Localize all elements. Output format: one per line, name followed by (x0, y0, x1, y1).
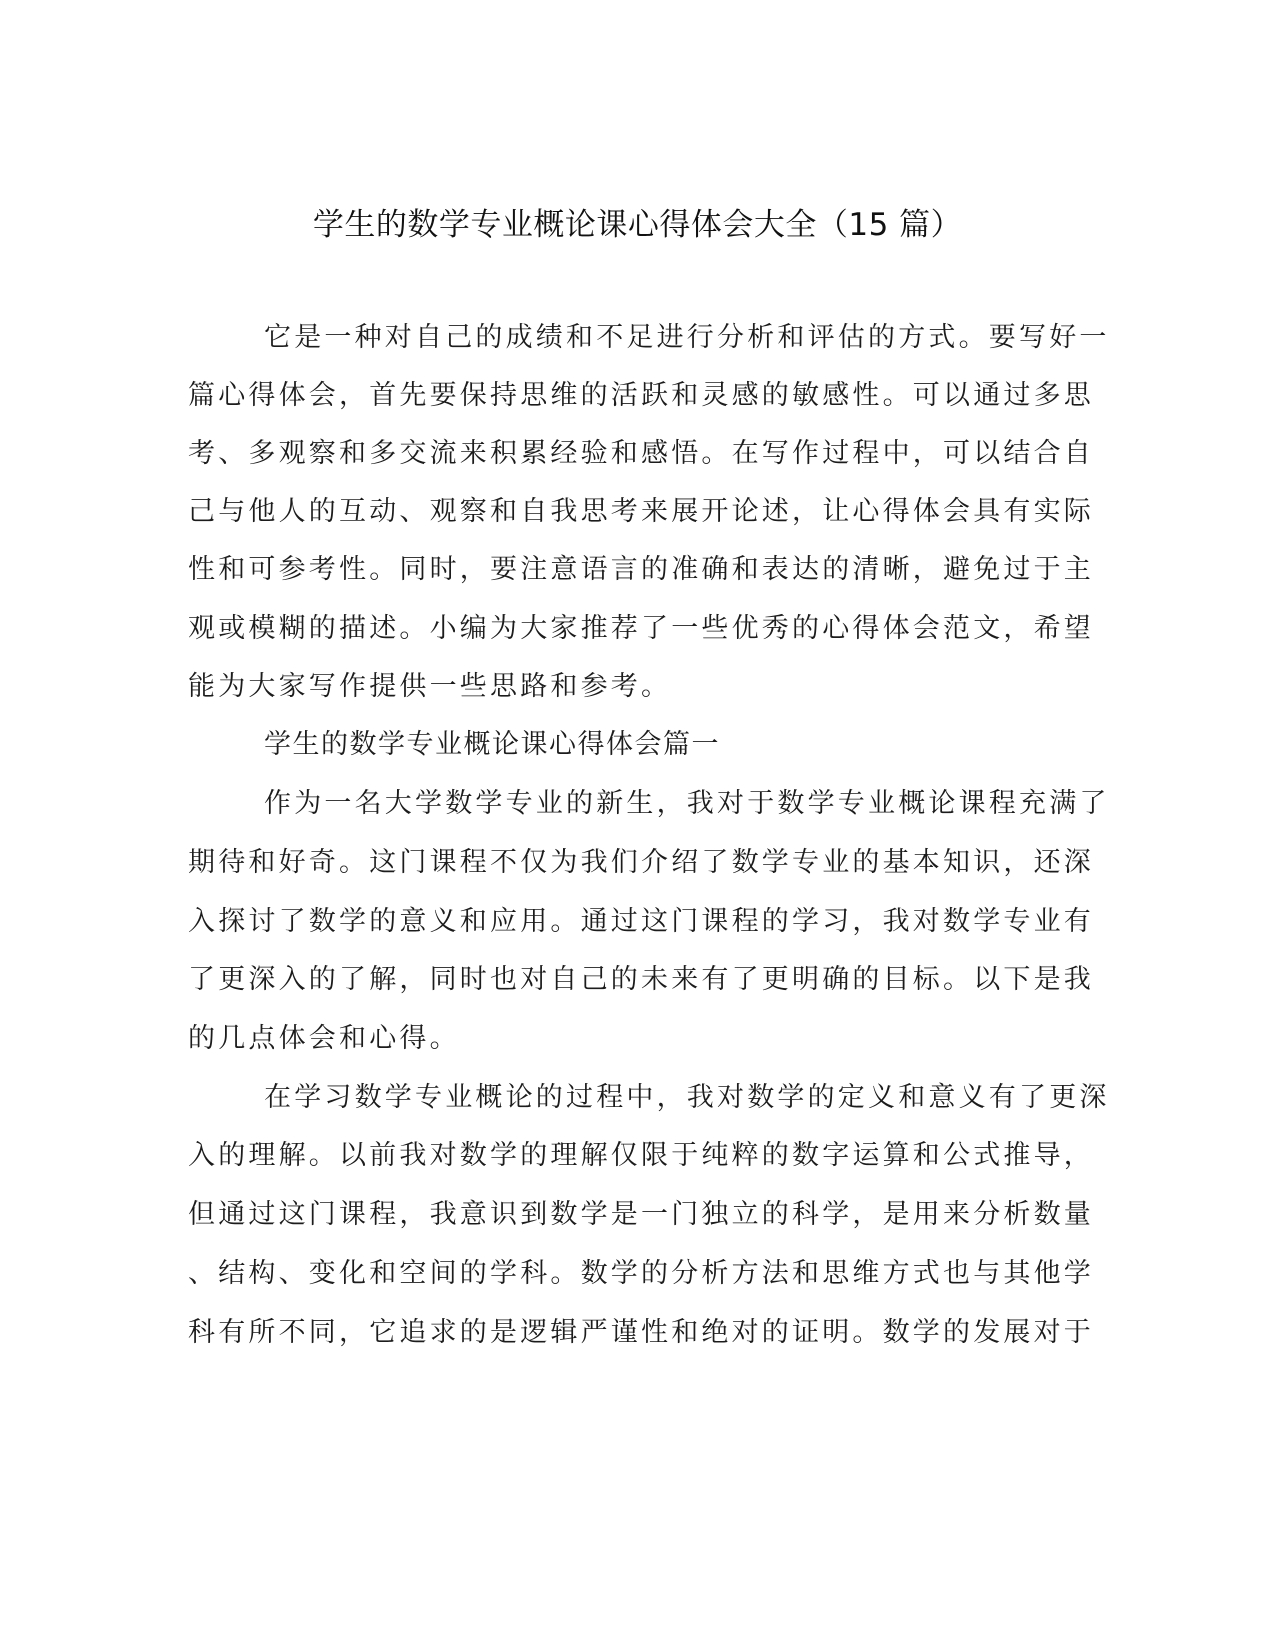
intro-line-6: 观或模糊的描述。小编为大家推荐了一些优秀的心得体会范文，希望 (188, 613, 1094, 644)
intro-line-4: 己与他人的互动、观察和自我思考来展开论述，让心得体会具有实际 (188, 496, 1094, 527)
body-line-2: 期待和好奇。这门课程不仅为我们介绍了数学专业的基本知识，还深 (188, 847, 1094, 878)
body-line-6: 在学习数学专业概论的过程中，我对数学的定义和意义有了更深 (264, 1082, 1110, 1113)
body-line-9: 、结构、变化和空间的学科。数学的分析方法和思维方式也与其他学 (188, 1258, 1094, 1289)
intro-line-7: 能为大家写作提供一些思路和参考。 (188, 671, 672, 702)
body-line-1: 作为一名大学数学专业的新生，我对于数学专业概论课程充满了 (264, 788, 1110, 819)
intro-line-3: 考、多观察和多交流来积累经验和感悟。在写作过程中，可以结合自 (188, 438, 1094, 469)
body-line-10: 科有所不同，它追求的是逻辑严谨性和绝对的证明。数学的发展对于 (188, 1317, 1094, 1348)
body-line-4: 了更深入的了解，同时也对自己的未来有了更明确的目标。以下是我 (188, 964, 1094, 995)
body-line-5: 的几点体会和心得。 (188, 1023, 460, 1054)
section-heading: 学生的数学专业概论课心得体会篇一 (264, 729, 720, 760)
body-line-8: 但通过这门课程，我意识到数学是一门独立的科学，是用来分析数量 (188, 1199, 1094, 1230)
intro-line-5: 性和可参考性。同时，要注意语言的准确和表达的清晰，避免过于主 (188, 554, 1094, 585)
body-line-7: 入的理解。以前我对数学的理解仅限于纯粹的数字运算和公式推导， (188, 1140, 1094, 1171)
intro-line-2: 篇心得体会，首先要保持思维的活跃和灵感的敏感性。可以通过多思 (188, 380, 1094, 411)
intro-line-1: 它是一种对自己的成绩和不足进行分析和评估的方式。要写好一 (264, 322, 1110, 353)
body-line-3: 入探讨了数学的意义和应用。通过这门课程的学习，我对数学专业有 (188, 906, 1094, 937)
document-title: 学生的数学专业概论课心得体会大全（15 篇） (312, 207, 963, 243)
